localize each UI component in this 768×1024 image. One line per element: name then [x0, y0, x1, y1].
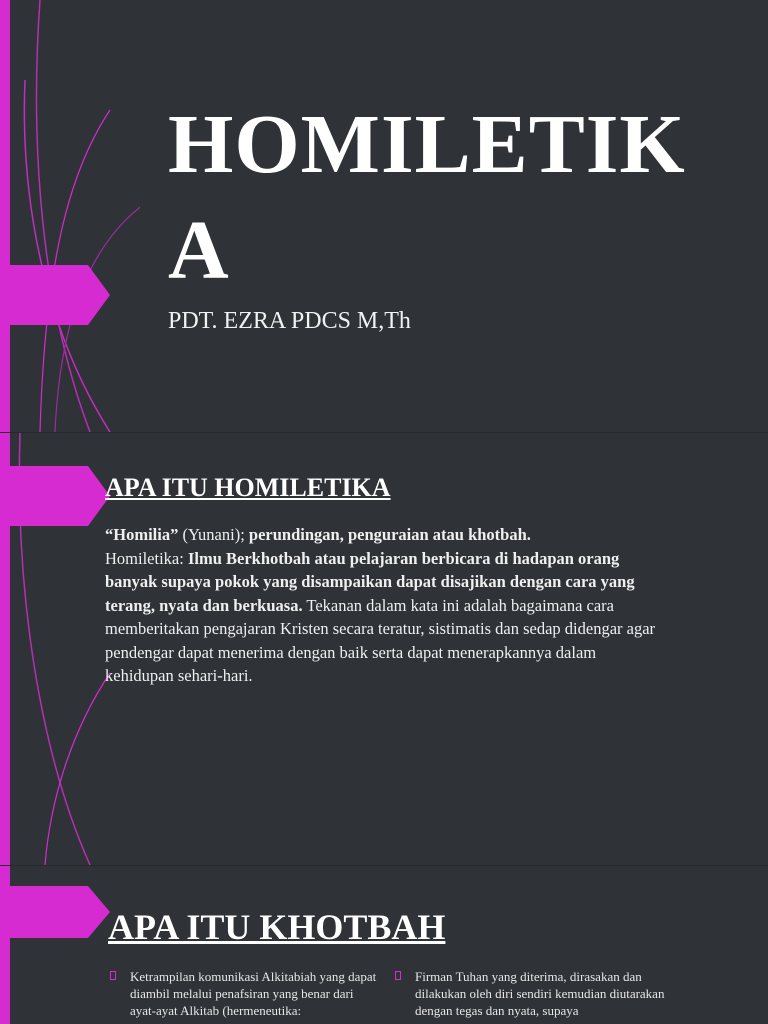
homiletika-definition: Ilmu Berkhotbah atau pelajaran berbicara di hadapan orang banyak supaya pokok yang disampaikan dapat disajikan dengan cara yang terang, nyata dan berkuasa.: [105, 548, 635, 615]
list-item: [130, 968, 380, 1019]
term-language: (Yunani);: [178, 525, 249, 544]
homiletika-explanation: Tekanan dalam kata ini adalah bagaimana cara memberitakan pengajaran Kristen secara teratur, sistimatis dan sedap didengar agar pendengar dapat menerima dengan baik serta dapat menerapkannya dalam kehidupan sehari-hari.: [105, 595, 656, 685]
slide-homiletika: [0, 433, 768, 866]
accent-bar: [0, 0, 10, 432]
accent-arrow: [0, 886, 110, 938]
term-meaning: perundingan, penguraian atau khotbah.: [248, 525, 531, 544]
slide-title-heading: HOMILETIKA: [168, 98, 686, 297]
presenter-name: PDT. EZRA PDCS M,Th: [168, 308, 411, 334]
slide-khotbah: [0, 866, 768, 1024]
definition-text: [105, 523, 665, 688]
slide-title: [0, 0, 768, 433]
bullet-icon: [395, 971, 401, 980]
list-item: [415, 968, 665, 1019]
list-item-text: Firman Tuhan yang diterima, dirasakan dan dilakukan oleh diri sendiri kemudian diutarakan dengan tegas dan nyata, supaya: [415, 969, 665, 1018]
term-homilia: “Homilia”: [105, 525, 179, 544]
accent-arrow: [0, 466, 110, 526]
list-item-text: Ketrampilan komunikasi Alkitabiah yang dapat diambil melalui penafsiran yang benar dari ayat-ayat Alkitab (hermeneutika:: [130, 969, 377, 1018]
homiletika-label: Homiletika:: [105, 548, 188, 568]
accent-arrow: [0, 265, 110, 325]
bullet-icon: [110, 971, 116, 980]
section-heading: APA ITU HOMILETIKA: [105, 473, 391, 502]
section-heading: APA ITU KHOTBAH: [108, 907, 446, 947]
decorative-swooshes: [0, 0, 140, 432]
